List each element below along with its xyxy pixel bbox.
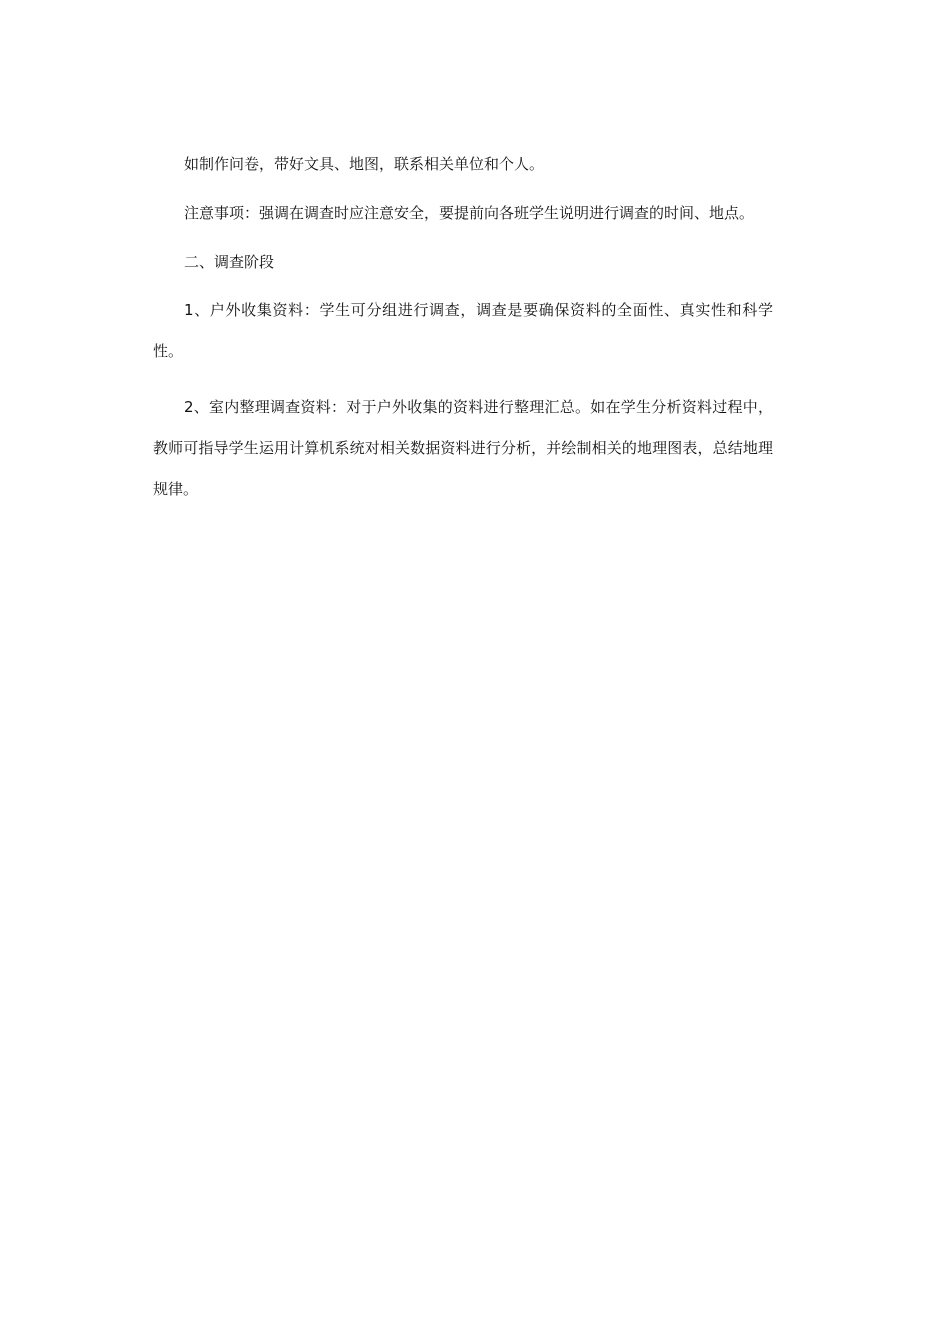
paragraph-indoor-organization: 2、室内整理调查资料：对于户外收集的资料进行整理汇总。如在学生分析资料过程中，教师可指导学生运用计算机系统对相关数据资料进行分析，并绘制相关的地理图表，总结地理规律。 bbox=[153, 398, 773, 498]
document-body bbox=[153, 151, 773, 498]
paragraph-outdoor-collection: 1、户外收集资料：学生可分组进行调查，调查是要确保资料的全面性、真实性和科学性。 bbox=[153, 301, 773, 360]
section-heading-survey-stage: 二、调查阶段 bbox=[184, 253, 275, 271]
paragraph-preparation-example: 如制作问卷，带好文具、地图，联系相关单位和个人。 bbox=[184, 155, 545, 173]
paragraph-notes: 注意事项：强调在调查时应注意安全，要提前向各班学生说明进行调查的时间、地点。 bbox=[184, 204, 755, 222]
